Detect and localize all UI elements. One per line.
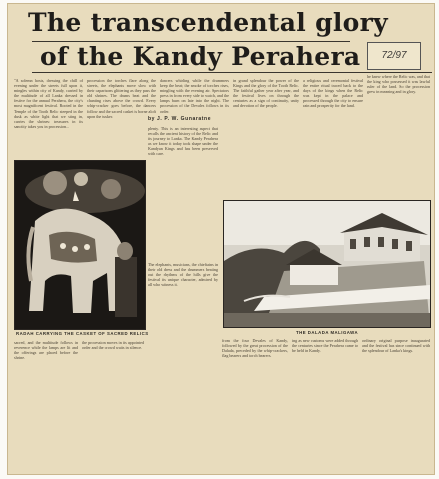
- headline-line-2: of the Kandy Perahera: [40, 42, 361, 71]
- text-column-7: plenty. This is an interesting aspect that recalls the ancient history of the Relic and its journey to Lanka. The Kandy Perahera as we know it today took shape under the Kandyan Kings and has been preserved with care.: [148, 126, 218, 157]
- text-column-2: procession the torches flare along the streets, the elephants move slow with their caparisons glittering as they pass the old shrines. The drums beat and the chanting rises above the crowd. Every whip-cracker goes before, the dancers follow and the sacred casket is borne aloft upon the tusker.: [87, 78, 157, 119]
- text-column-3: dancers whirling while the drummers keep the beat; the smoke of torches rises, mingling with the evening air. Spectators press in from every side to watch, and the lamps burn on late into the night. The procession of the Devales follows in its order.: [160, 78, 229, 114]
- text-column-14: ordinary original purpose inaugurated and the festival has since continued with the splendour of Lanka's kings.: [362, 338, 430, 354]
- byline: by J. P. W. Gunaratne: [148, 116, 212, 122]
- text-column-12: from the four Devales of Kandy, followed by the great procession of the Dalada, preceded by the whip-crackers, flag bearers and torch bearers.: [222, 338, 288, 359]
- archive-stamp: 72/97: [367, 42, 421, 70]
- dalada-maligawa-photo: [223, 200, 431, 328]
- headline-line-1: The transcendental glory: [28, 8, 388, 37]
- perahera-photo-image: [15, 161, 145, 329]
- headline-rule-bottom: [32, 72, 432, 73]
- text-column-5: a religious and ceremonial festival the entire ritual traced back to the days of the kings when the Relic was kept in the palace and processed through the city to ensure rain and prosperity for the land.: [303, 78, 363, 109]
- perahera-photo-left: [14, 160, 146, 330]
- caption-right: THE DALADA MALIGAWA: [296, 330, 359, 335]
- text-column-10: the procession moves in its appointed order and the crowd waits in silence.: [82, 340, 144, 351]
- temple-photo-image: [224, 201, 430, 327]
- text-column-4: in grand splendour the power of the Kings and the glory of the Tooth Relic. The faithful gather year after year, and the festival lives on through the centuries as a sign of continuity, unity and devotion of the people.: [233, 78, 299, 109]
- text-column-6: he knew where the Relic was, and that the king who possessed it was lawful ruler of the land. So the procession grew in meaning and in glory.: [367, 74, 430, 95]
- caption-left: RADAH CARRYING THE CASKET OF SACRED RELICS: [16, 331, 149, 336]
- newspaper-clipping: [7, 3, 435, 475]
- text-column-1: "A solemn hosts, dressing the chill of evening under the streets full upon it, mingles within city of Kandy, carried by the multitude of all Lanka dressed in festive for the annual Perahera, the city's most magnificent festival. Rooted in the Temple of the Tooth Relic steeped in the dusk as white light that we sting in, carries the shrines: treasures in its sanctity takes you in procession...: [14, 78, 83, 129]
- text-column-8: The elephants, musicians, the chieftains in their old dress and the drummers beating out the rhythms of the hills give the festival its unique character, admired by all who witness it.: [148, 262, 218, 288]
- text-column-13: ing as new customs were added through the centuries since the Perahera came to be held in Kandy.: [292, 338, 358, 354]
- text-column-9: sacred, and the multitude follows in reverence while the lamps are lit and the offerings are placed before the shrine.: [14, 340, 78, 361]
